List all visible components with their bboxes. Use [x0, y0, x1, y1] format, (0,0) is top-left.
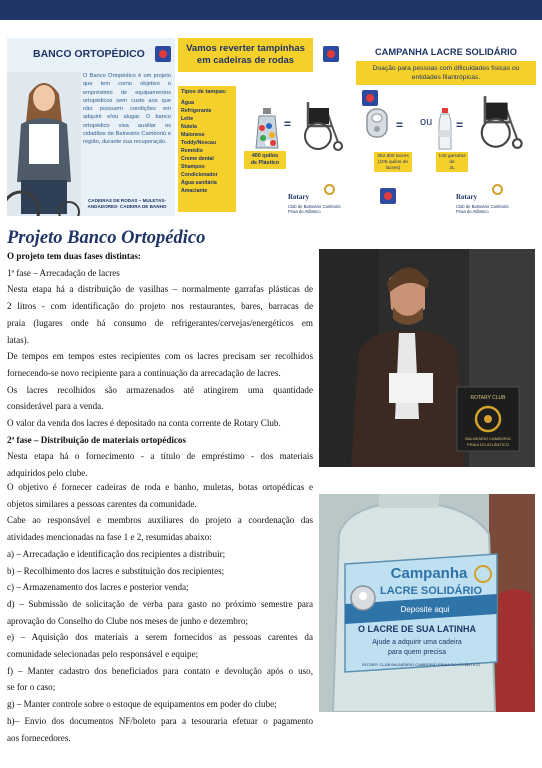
- banner-line-2: em cadeiras de rodas: [196, 55, 295, 66]
- bottle-label-line-3: Ajude a adquirir uma cadeira: [372, 639, 462, 646]
- article-line: aos fornecedores.: [7, 732, 71, 743]
- article-line: atividades mencionadas na fase 1 e 2, resumidas abaixo:: [7, 532, 212, 543]
- cap-type-item: Creme dental: [181, 156, 214, 162]
- cap-types-list: [178, 86, 236, 212]
- subtitle-line-2: entidades filantrópicas.: [411, 74, 481, 81]
- cap-type-item: Água sanitária: [181, 180, 217, 186]
- wheelchair-icon: [474, 94, 524, 150]
- rotary-club-line-1: Club de Balneário Camboriú: [288, 204, 341, 209]
- plastic-quantity-badge: [244, 151, 286, 169]
- article-line: e) – Aquisição dos materiais a serem fornecidos as pessoas carentes da: [7, 632, 313, 643]
- subtitle-line-1: Doação para pessoas com dificuldades físicas ou: [372, 65, 520, 72]
- article-line: 2ª fase – Distribuição de materiais ortopédicos: [7, 434, 187, 445]
- rotary-emblem-icon: [380, 188, 396, 204]
- garrafas-qty-line-2: 2L: [449, 166, 455, 171]
- article-body-part-1: [7, 248, 313, 482]
- article-line: Nesta etapa há a distribuição de vasilhas – normalmente garrafas plásticas de: [7, 284, 313, 295]
- equals-sign-icon: =: [284, 117, 292, 131]
- article-line: aprovação do Conselho do Clube nos meses de junho e dezembro;: [7, 615, 248, 626]
- article-line: latas).: [7, 334, 29, 345]
- article-line: b) – Recolhimento dos lacres e substituição dos recipientes;: [7, 565, 225, 576]
- bottle-of-caps-icon: [254, 108, 280, 150]
- quantity-line-1: 400 quilos: [251, 153, 279, 159]
- speaker-banner-line-2: BALNEÁRIO CAMBORIÚ: [465, 436, 511, 441]
- article-line: fornecendo-se novo recipiente para a continuação da arrecadação de lacres.: [7, 367, 281, 378]
- rotary-logo: [288, 186, 341, 214]
- cap-type-item: Leite: [181, 116, 194, 122]
- rotary-emblem-icon: [323, 46, 339, 62]
- lacres-qty-line-1: 352.800 lacres: [377, 154, 409, 159]
- rotary-club-line-2: Praia do Atlântico: [288, 209, 321, 214]
- woman-in-wheelchair-photo: [7, 72, 81, 216]
- lacres-quantity-badge: [374, 152, 412, 172]
- can-pull-tab-icon: [366, 108, 388, 138]
- panel-lacre-solidario: [356, 38, 536, 216]
- article-line: O objetivo é fornecer cadeiras de roda e banho, muletas, botas ortopédicas e: [7, 482, 313, 492]
- article-line: Nesta etapa há o fornecimento - a título de empréstimo - dos materiais: [7, 451, 313, 462]
- bottle-label-line-4: para quem precisa: [388, 649, 446, 656]
- tampinhas-banner: [178, 38, 313, 72]
- bottle-label-line-1: Deposite aqui: [400, 605, 450, 614]
- banco-equipment-caption: CADEIRAS DE RODAS – MULETAS-ANDADORES- CADEIRA DE BANHO: [87, 198, 167, 209]
- cap-type-item: Maionese: [181, 132, 205, 138]
- equals-sign-icon: =: [456, 118, 464, 132]
- rotary-logo: [456, 186, 509, 214]
- lacre-title: CAMPANHA LACRE SOLIDÁRIO: [374, 47, 518, 57]
- cap-type-item: Remédio: [181, 148, 203, 154]
- panel-banco-ortopedico: [7, 38, 175, 216]
- article-line: Os lacres recolhidos são armazenados até atingirem uma quantidade: [7, 384, 313, 395]
- article-line: praia (lugares onde há consumo de refrigerantes/cervejas/energéticos em: [7, 317, 313, 328]
- banco-title: BANCO ORTOPÉDICO: [33, 48, 145, 60]
- article-line: 1ª fase – Arrecadação de lacres: [7, 267, 120, 278]
- cap-types-title: Tipos de tampas:: [181, 89, 227, 95]
- cap-type-item: Refrigerante: [181, 108, 212, 114]
- article-line: O projeto tem duas fases distintas:: [7, 251, 141, 261]
- equals-sign-icon: =: [396, 118, 404, 132]
- top-bar: [0, 0, 542, 20]
- lacre-subtitle-band: [356, 61, 536, 85]
- article-line: g) – Manter controle sobre o estoque de equipamentos em poder do clube;: [7, 699, 277, 710]
- garrafas-qty-line-1: 140 garrafas de: [438, 154, 466, 165]
- lacres-qty-line-3: lacres): [385, 166, 401, 171]
- bottle-label-line-2: O LACRE DE SUA LATINHA: [358, 624, 476, 634]
- rotary-wheel-icon: [492, 184, 503, 195]
- article-line: h)– Envio dos documentos NF/boleto para a tesouraria efetuar o pagamento: [7, 715, 313, 726]
- article-line: a) – Arrecadação e identificação dos recipientes a distribuir;: [7, 548, 226, 559]
- plastic-bottle-icon: [438, 108, 452, 150]
- article-body-part-2: [7, 479, 313, 746]
- article-line: considerável para a venda.: [7, 401, 104, 412]
- cap-type-item: Amaciante: [181, 188, 208, 194]
- cap-type-item: Toddy/Nescau: [181, 140, 217, 146]
- rotary-wordmark: Rotary: [456, 193, 477, 201]
- lacre-bottle-photo: [319, 494, 535, 712]
- cap-type-item: Condicionador: [181, 172, 218, 178]
- speaker-banner-line-1: ROTARY CLUB: [470, 395, 506, 401]
- bottle-label-title: Campanha: [390, 565, 468, 582]
- lacres-qty-line-2: (105 quilos de: [377, 160, 409, 165]
- article-title: Projeto Banco Ortopédico: [7, 228, 206, 248]
- article-line: 2 litros - com identificação do projeto nos restaurantes, bares, barracas de: [7, 301, 313, 312]
- rotary-wheel-icon: [324, 184, 335, 195]
- bottle-label-title-2: LACRE SOLIDÁRIO: [379, 585, 483, 597]
- garrafas-quantity-badge: [436, 152, 468, 172]
- speaker-banner-line-3: PRAIA DO ATLÂNTICO: [467, 442, 509, 447]
- article-line: se for o caso;: [7, 682, 56, 693]
- cap-type-item: Nutela: [181, 124, 197, 130]
- rotary-emblem-icon: [362, 90, 378, 106]
- bottle-label-line-5: ROTARY CLUB BALNEÁRIO CAMBORIÚ PRAIA DO ATLÂNTICO: [362, 662, 480, 667]
- cap-type-item: Shampoo: [181, 164, 205, 170]
- article-line: f) – Manter cadastro dos beneficiados para contato e devolução após o uso,: [7, 665, 313, 676]
- rotary-club-line-2: Praia do Atlântico: [456, 209, 489, 214]
- rotary-emblem-icon: [155, 46, 171, 62]
- article-line: comunidade selecionadas pelo responsável e equipe;: [7, 649, 199, 660]
- article-line: De tempos em tempos estes recipientes com os lacres precisam ser recolhidos: [7, 351, 313, 362]
- article-line: objetos similares a pessoas carentes da comunidade.: [7, 498, 197, 509]
- cap-type-item: Água: [181, 100, 194, 106]
- or-word: ou: [420, 116, 433, 128]
- quantity-line-2: de Plástico: [250, 159, 280, 166]
- banner-line-1: Vamos reverter tampinhas: [186, 43, 305, 54]
- article-line: c) – Armazenamento dos lacres e posterior venda;: [7, 582, 189, 593]
- speaker-photo: [319, 249, 535, 467]
- wheelchair-icon: [298, 100, 344, 152]
- article-line: adquiridos pelo clube.: [7, 468, 88, 479]
- rotary-wordmark: Rotary: [288, 193, 309, 201]
- article-line: O valor da venda dos lacres é depositado na conta corrente de Rotary Club.: [7, 418, 281, 429]
- panel-tampinhas: [178, 38, 353, 216]
- article-line: Cabe ao responsável e membros auxiliares do projeto a coordenação das: [7, 515, 313, 526]
- article-line: d) – Submissão de solicitação de verba para gasto no próximo semestre para: [7, 598, 313, 609]
- rotary-club-line-1: Club de Balneário Camboriú: [456, 204, 509, 209]
- banco-description: O Banco Ortopédico é um projeto que tem como objetivo o empréstimo de equipamentos ortopédicos sem custo aos que não possuem condições em adquirir e/ou alugar. O banco ortopédico visa auxiliar os cidadãos de Balneário Camboriú e região, durante sua recuperação.: [83, 73, 171, 146]
